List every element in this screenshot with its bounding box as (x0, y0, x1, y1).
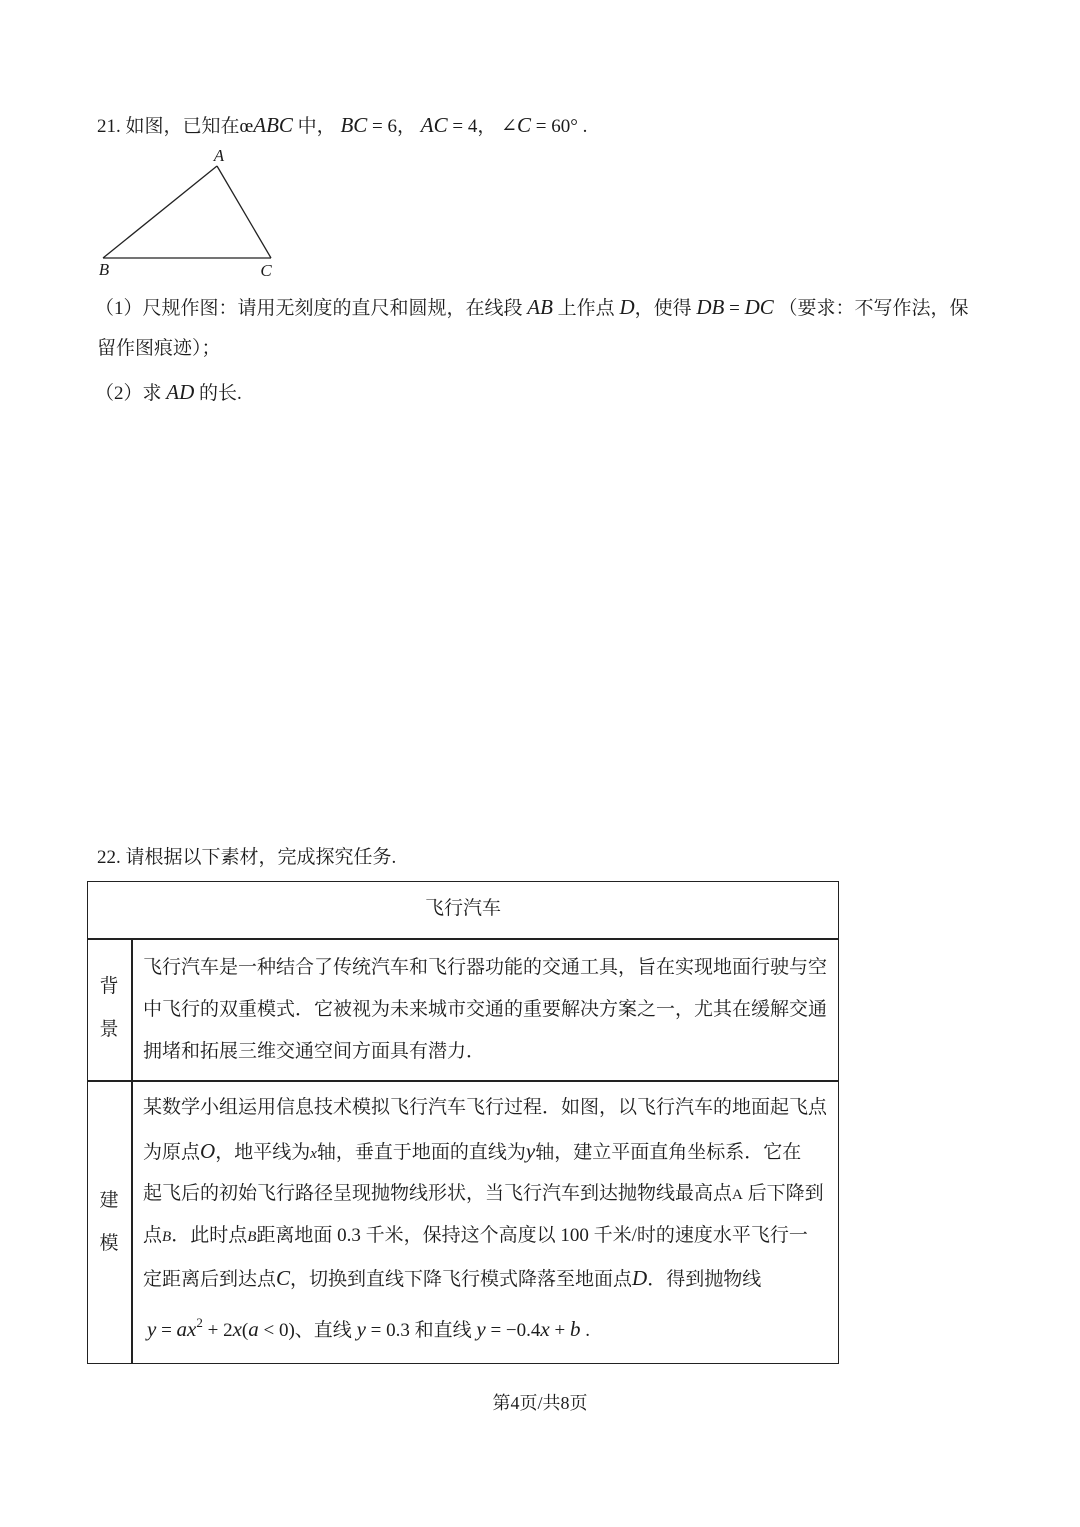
text-run: = (156, 1320, 177, 1341)
text-run: ，使得 (634, 298, 697, 319)
text-run: ．得到抛物线 (647, 1269, 762, 1290)
text-run: < 0) (258, 1320, 295, 1341)
text-run: 22. 请根据以下素材，完成探究任务. (97, 847, 397, 868)
text-run: （要求：不写作法，保 (773, 298, 969, 319)
text-run: + (549, 1320, 570, 1341)
table-label-column-divider (131, 939, 133, 1363)
math-symbol: B (247, 1229, 257, 1245)
math-symbol: DB (696, 295, 725, 319)
q22-stem (97, 846, 396, 870)
text-run: 轴，建立平面直角坐标系．它在 (535, 1142, 802, 1163)
text-run: A (732, 1187, 743, 1203)
math-symbol: b (569, 1317, 581, 1341)
math-symbol: ax (176, 1317, 197, 1341)
text-run: 轴，垂直于地面的直线为 (316, 1142, 526, 1163)
side-ac (217, 166, 271, 258)
table-divider-row (88, 1080, 838, 1082)
modeling-line-4 (143, 1224, 808, 1249)
row-label-modeling: 建模 (99, 1190, 119, 1254)
side-ab (103, 166, 217, 258)
background-line-1 (143, 956, 827, 980)
text-run: 拥堵和拓展三维交通空间方面具有潜力． (143, 1041, 486, 1062)
table-divider-header (88, 938, 838, 940)
math-symbol: y (476, 1317, 486, 1341)
vertex-label-c: C (260, 261, 272, 280)
text-run: ，切换到直线下降飞行模式降落至地面点 (290, 1269, 633, 1290)
math-symbol: DC (744, 295, 774, 319)
text-run: 的长. (194, 383, 242, 404)
text-run: = 6 (367, 116, 397, 137)
math-symbol: y (525, 1139, 536, 1163)
q21-part1-line2 (97, 337, 221, 361)
vertex-label-a: A (213, 146, 225, 165)
math-symbol: C (276, 1266, 291, 1290)
text-run: ．此时点 (171, 1225, 248, 1246)
text-run: . (580, 1320, 590, 1341)
text-run: 点 (143, 1225, 163, 1246)
math-symbol: a (248, 1317, 259, 1341)
q21-stem (97, 113, 587, 139)
q21-part2 (95, 380, 242, 406)
math-symbol: ABC (253, 113, 293, 137)
math-symbol: D (632, 1266, 648, 1290)
math-symbol: AD (166, 380, 195, 404)
math-symbol: BC (340, 113, 368, 137)
math-symbol: D (619, 295, 635, 319)
math-symbol: C (517, 113, 532, 137)
math-symbol: x (540, 1317, 550, 1341)
text-run: 为原点 (143, 1142, 201, 1163)
math-symbol: O (200, 1139, 216, 1163)
modeling-line-3 (143, 1182, 824, 1207)
triangle-figure (95, 140, 285, 285)
math-symbol: x (310, 1146, 317, 1162)
text-run: = 60° (531, 116, 578, 137)
row-label-background: 背景 (99, 976, 119, 1040)
background-line-2 (143, 998, 827, 1022)
text-run: 、直线 (294, 1320, 357, 1341)
table-title: 飞行汽车 (424, 898, 501, 919)
text-run: 定距离后到达点 (143, 1269, 277, 1290)
background-line-3 (143, 1040, 485, 1064)
math-symbol: B (162, 1229, 172, 1245)
text-run: ∠ (501, 116, 518, 137)
text-run: 某数学小组运用信息技术模拟飞行汽车飞行过程．如图，以飞行汽车的地面起飞点 (143, 1097, 828, 1118)
text-run: 后下降到 (742, 1183, 824, 1204)
text-run: = 4 (447, 116, 478, 137)
page-number: 第4页/共8页 (492, 1393, 588, 1413)
text-run: 中， (292, 116, 341, 137)
text-run: 上作点 (552, 298, 620, 319)
text-run: 留作图痕迹）； (97, 338, 221, 359)
text-run: œ (239, 116, 254, 137)
text-run: （2）求 (95, 383, 167, 404)
text-run: ， (477, 116, 502, 137)
text-run: ， (397, 116, 421, 137)
math-symbol: y (147, 1317, 157, 1341)
math-symbol: x (232, 1317, 242, 1341)
text-run: 中飞行的双重模式．它被视为未来城市交通的重要解决方案之一，尤其在缓解交通 (143, 999, 828, 1020)
vertex-label-b: B (98, 260, 110, 279)
superscript: 2 (196, 1315, 203, 1330)
text-run: 飞行汽车是一种结合了传统汽车和飞行器功能的交通工具，旨在实现地面行驶与空 (143, 957, 828, 978)
text-run: + 2 (202, 1320, 233, 1341)
text-run: . (577, 116, 588, 137)
modeling-line-2 (143, 1139, 801, 1166)
text-run: 距离地面 0.3 千米，保持这个高度以 100 千米/时的速度水平飞行一 (256, 1225, 808, 1246)
math-symbol: AC (420, 113, 448, 137)
text-run: 21. 如图，已知在 (97, 116, 240, 137)
text-run: ，地平线为 (215, 1142, 311, 1163)
q21-part1-line1 (95, 295, 969, 321)
text-run: （1）尺规作图：请用无刻度的直尺和圆规，在线段 (95, 298, 528, 319)
modeling-line-5 (143, 1266, 761, 1292)
math-symbol: y (356, 1317, 366, 1341)
text-run: = 0.3 (365, 1320, 410, 1341)
text-run: ( (241, 1320, 249, 1341)
text-run: = (724, 298, 745, 319)
text-run: 和直线 (409, 1320, 477, 1341)
text-run: = −0.4 (485, 1320, 541, 1341)
math-symbol: AB (527, 295, 553, 319)
text-run: 起飞后的初始飞行路径呈现抛物线形状，当飞行汽车到达抛物线最高点 (143, 1183, 733, 1204)
modeling-line-6 (147, 1317, 590, 1343)
modeling-line-1 (143, 1096, 827, 1120)
